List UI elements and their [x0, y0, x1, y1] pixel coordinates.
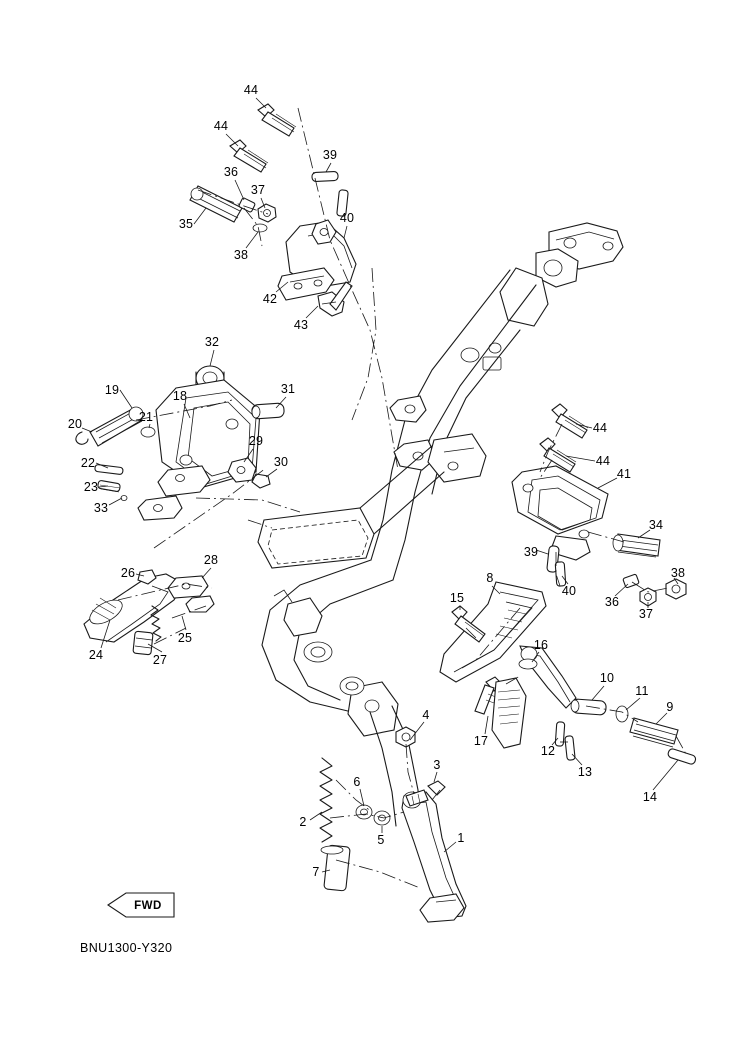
- callout-44a: 44: [243, 82, 259, 97]
- callout-26: 26: [120, 565, 136, 580]
- callout-29: 29: [248, 433, 264, 448]
- callout-34: 34: [648, 517, 664, 532]
- callout-30: 30: [273, 454, 289, 469]
- callout-39b: 39: [523, 544, 539, 559]
- washer-6: [356, 805, 372, 819]
- pin-14: [667, 748, 696, 765]
- callout-40b: 40: [561, 583, 577, 598]
- footpeg-9: [630, 718, 678, 747]
- callout-42: 42: [262, 291, 278, 306]
- pin-22: [95, 464, 124, 474]
- brake-pedal-cluster: [84, 570, 214, 655]
- callout-44d: 44: [595, 453, 611, 468]
- nut-37: [258, 204, 276, 222]
- washer-38-b: [666, 579, 686, 599]
- bolt-44-a: [258, 104, 296, 136]
- pin-23: [97, 480, 120, 492]
- callout-7: 7: [312, 864, 320, 879]
- clip-20: [76, 432, 88, 444]
- callout-1: 1: [457, 830, 465, 845]
- callout-28: 28: [203, 552, 219, 567]
- callout-25: 25: [177, 630, 193, 645]
- callout-14: 14: [642, 789, 658, 804]
- callout-27: 27: [152, 652, 168, 667]
- callout-13: 13: [577, 764, 593, 779]
- side-stand-cluster: [320, 727, 466, 922]
- callout-36b: 36: [604, 594, 620, 609]
- callout-5: 5: [377, 832, 385, 847]
- callout-17: 17: [473, 733, 489, 748]
- callout-44b: 44: [213, 118, 229, 133]
- rod-35: [190, 186, 242, 222]
- callout-11: 11: [635, 683, 649, 698]
- tube-7: [321, 845, 350, 891]
- callout-23: 23: [83, 479, 99, 494]
- callout-36a: 36: [223, 164, 239, 179]
- part-code-label: BNU1300-Y320: [80, 941, 173, 955]
- callout-40a: 40: [339, 210, 355, 225]
- callout-39a: 39: [322, 147, 338, 162]
- callout-32: 32: [204, 334, 220, 349]
- pin-13: [565, 736, 575, 761]
- callout-9: 9: [666, 699, 674, 714]
- pin-31: [252, 403, 285, 419]
- callout-33: 33: [93, 500, 109, 515]
- callout-35: 35: [178, 216, 194, 231]
- part-28: [168, 576, 214, 612]
- pedal-24: [84, 574, 184, 642]
- callout-12: 12: [540, 743, 556, 758]
- peg-rod-10b: [571, 699, 606, 715]
- callout-3: 3: [433, 757, 441, 772]
- rod-40-b: [555, 562, 566, 587]
- callout-6: 6: [353, 774, 361, 789]
- callout-44c: 44: [592, 420, 608, 435]
- spring-2: [320, 758, 332, 842]
- callout-41: 41: [616, 466, 632, 481]
- callout-24: 24: [88, 647, 104, 662]
- washer-16: [519, 659, 537, 669]
- callout-21: 21: [138, 409, 154, 424]
- callout-37a: 37: [250, 182, 266, 197]
- sleeve-36-b: [623, 574, 640, 588]
- footpeg-34: [613, 534, 660, 557]
- part-11: [616, 706, 628, 722]
- top-left-cluster: [190, 104, 356, 316]
- callout-19: 19: [104, 382, 120, 397]
- washer-21: [141, 427, 155, 437]
- washer-38: [253, 224, 267, 232]
- callout-15: 15: [449, 590, 465, 605]
- part-27: [133, 631, 153, 655]
- callout-31: 31: [280, 381, 296, 396]
- callout-8: 8: [486, 570, 494, 585]
- callout-38a: 38: [233, 247, 249, 262]
- callout-43: 43: [293, 317, 309, 332]
- callout-2: 2: [299, 814, 307, 829]
- callout-10: 10: [599, 670, 615, 685]
- callout-20: 20: [67, 416, 83, 431]
- callout-38b: 38: [670, 565, 686, 580]
- stand-1: [402, 792, 466, 922]
- callout-22: 22: [80, 455, 96, 470]
- callout-18: 18: [172, 388, 188, 403]
- footpeg-19: [90, 407, 143, 446]
- callout-16: 16: [533, 637, 549, 652]
- washer-5: [374, 811, 390, 825]
- callout-4: 4: [422, 707, 430, 722]
- fwd-direction-label: FWD: [134, 900, 162, 912]
- pin-12: [555, 722, 565, 746]
- callout-37b: 37: [638, 606, 654, 621]
- bracket-18: [138, 380, 260, 520]
